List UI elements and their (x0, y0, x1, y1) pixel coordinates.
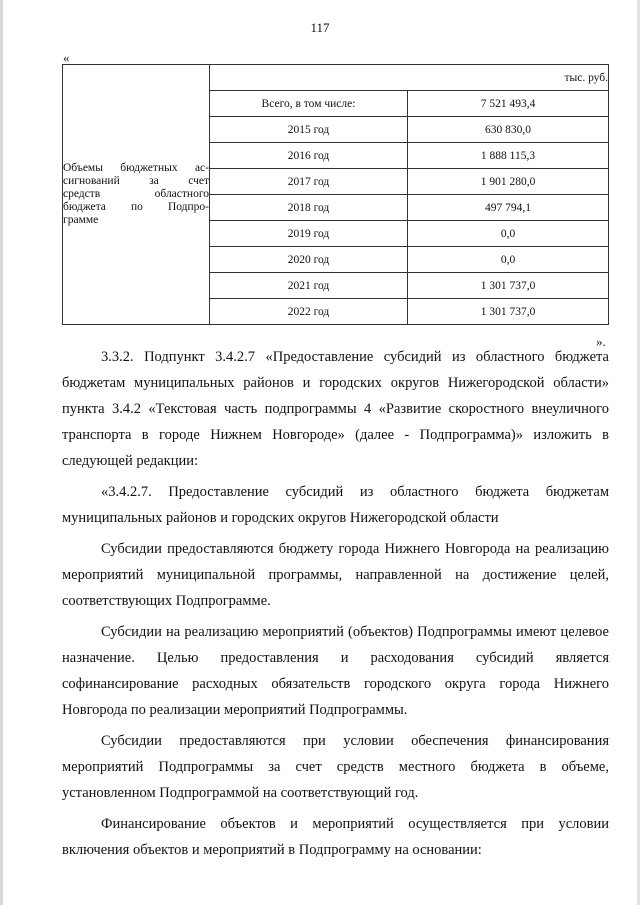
quote-close-mark: ». (596, 334, 606, 349)
label-line: бюджета по Подпро- (63, 201, 209, 213)
row-label: 2018 год (210, 195, 408, 221)
paragraph: Субсидии предоставляются при условии обеспечения финансирования мероприятий Подпрограммы за счет средств местного бюджета в объеме, установленном Подпрограммой на соответствующий год. (62, 733, 609, 801)
row-value: 1 901 280,0 (408, 169, 609, 195)
row-value: 7 521 493,4 (408, 91, 609, 117)
table-label-cell (63, 65, 210, 325)
row-label: 2019 год (210, 221, 408, 247)
row-value: 497 794,1 (408, 195, 609, 221)
label-line: грамме (63, 214, 99, 226)
row-value: 0,0 (408, 221, 609, 247)
row-label: 2021 год (210, 273, 408, 299)
paragraph: Финансирование объектов и мероприятий осуществляется при условии включения объектов и мероприятий в Подпрограмму на основании: (62, 816, 609, 858)
row-label: 2020 год (210, 247, 408, 273)
label-line: Объемы бюджетных ас- (63, 162, 209, 174)
quote-open-mark: « (63, 50, 70, 65)
page-number: 117 (310, 20, 330, 35)
paragraph: Субсидии на реализацию мероприятий (объектов) Подпрограммы имеют целевое назначение. Целью предоставления и расходования субсидий является софинансирование расходных обязательств городского округа города Нижнего Новгорода по реализации мероприятий Подпрограммы. (62, 624, 609, 718)
paragraph: Субсидии предоставляются бюджету города Нижнего Новгорода на реализацию мероприятий муниципальной программы, направленной на достижение целей, соответствующих Подпрограмме. (62, 541, 609, 609)
label-line: средств областного (63, 188, 209, 200)
document-body (62, 344, 609, 863)
row-value: 1 301 737,0 (408, 299, 609, 325)
row-value: 1 301 737,0 (408, 273, 609, 299)
paragraph: «3.4.2.7. Предоставление субсидий из областного бюджета бюджетам муниципальных районов и городских округов Нижегородской области (62, 484, 609, 526)
budget-allocation-table (62, 64, 609, 325)
row-label: 2015 год (210, 117, 408, 143)
row-label: 2017 год (210, 169, 408, 195)
scan-edge-left (0, 0, 3, 905)
unit-cell: тыс. руб. (210, 65, 609, 91)
row-label: Всего, в том числе: (210, 91, 408, 117)
label-line: сигнований за счет (63, 175, 209, 187)
row-value: 630 830,0 (408, 117, 609, 143)
row-label: 2022 год (210, 299, 408, 325)
row-value: 0,0 (408, 247, 609, 273)
row-value: 1 888 115,3 (408, 143, 609, 169)
table-row-unit (63, 65, 609, 91)
paragraph: 3.3.2. Подпункт 3.4.2.7 «Предоставление субсидий из областного бюджета бюджетам муниципальных районов и городских округов Нижегородской области» пункта 3.4.2 «Текстовая часть подпрограммы 4 «Развитие скоростного внеуличного транспорта в городе Нижнем Новгороде» (далее - Подпрограмма)» изложить в следующей редакции: (62, 349, 609, 469)
row-label: 2016 год (210, 143, 408, 169)
